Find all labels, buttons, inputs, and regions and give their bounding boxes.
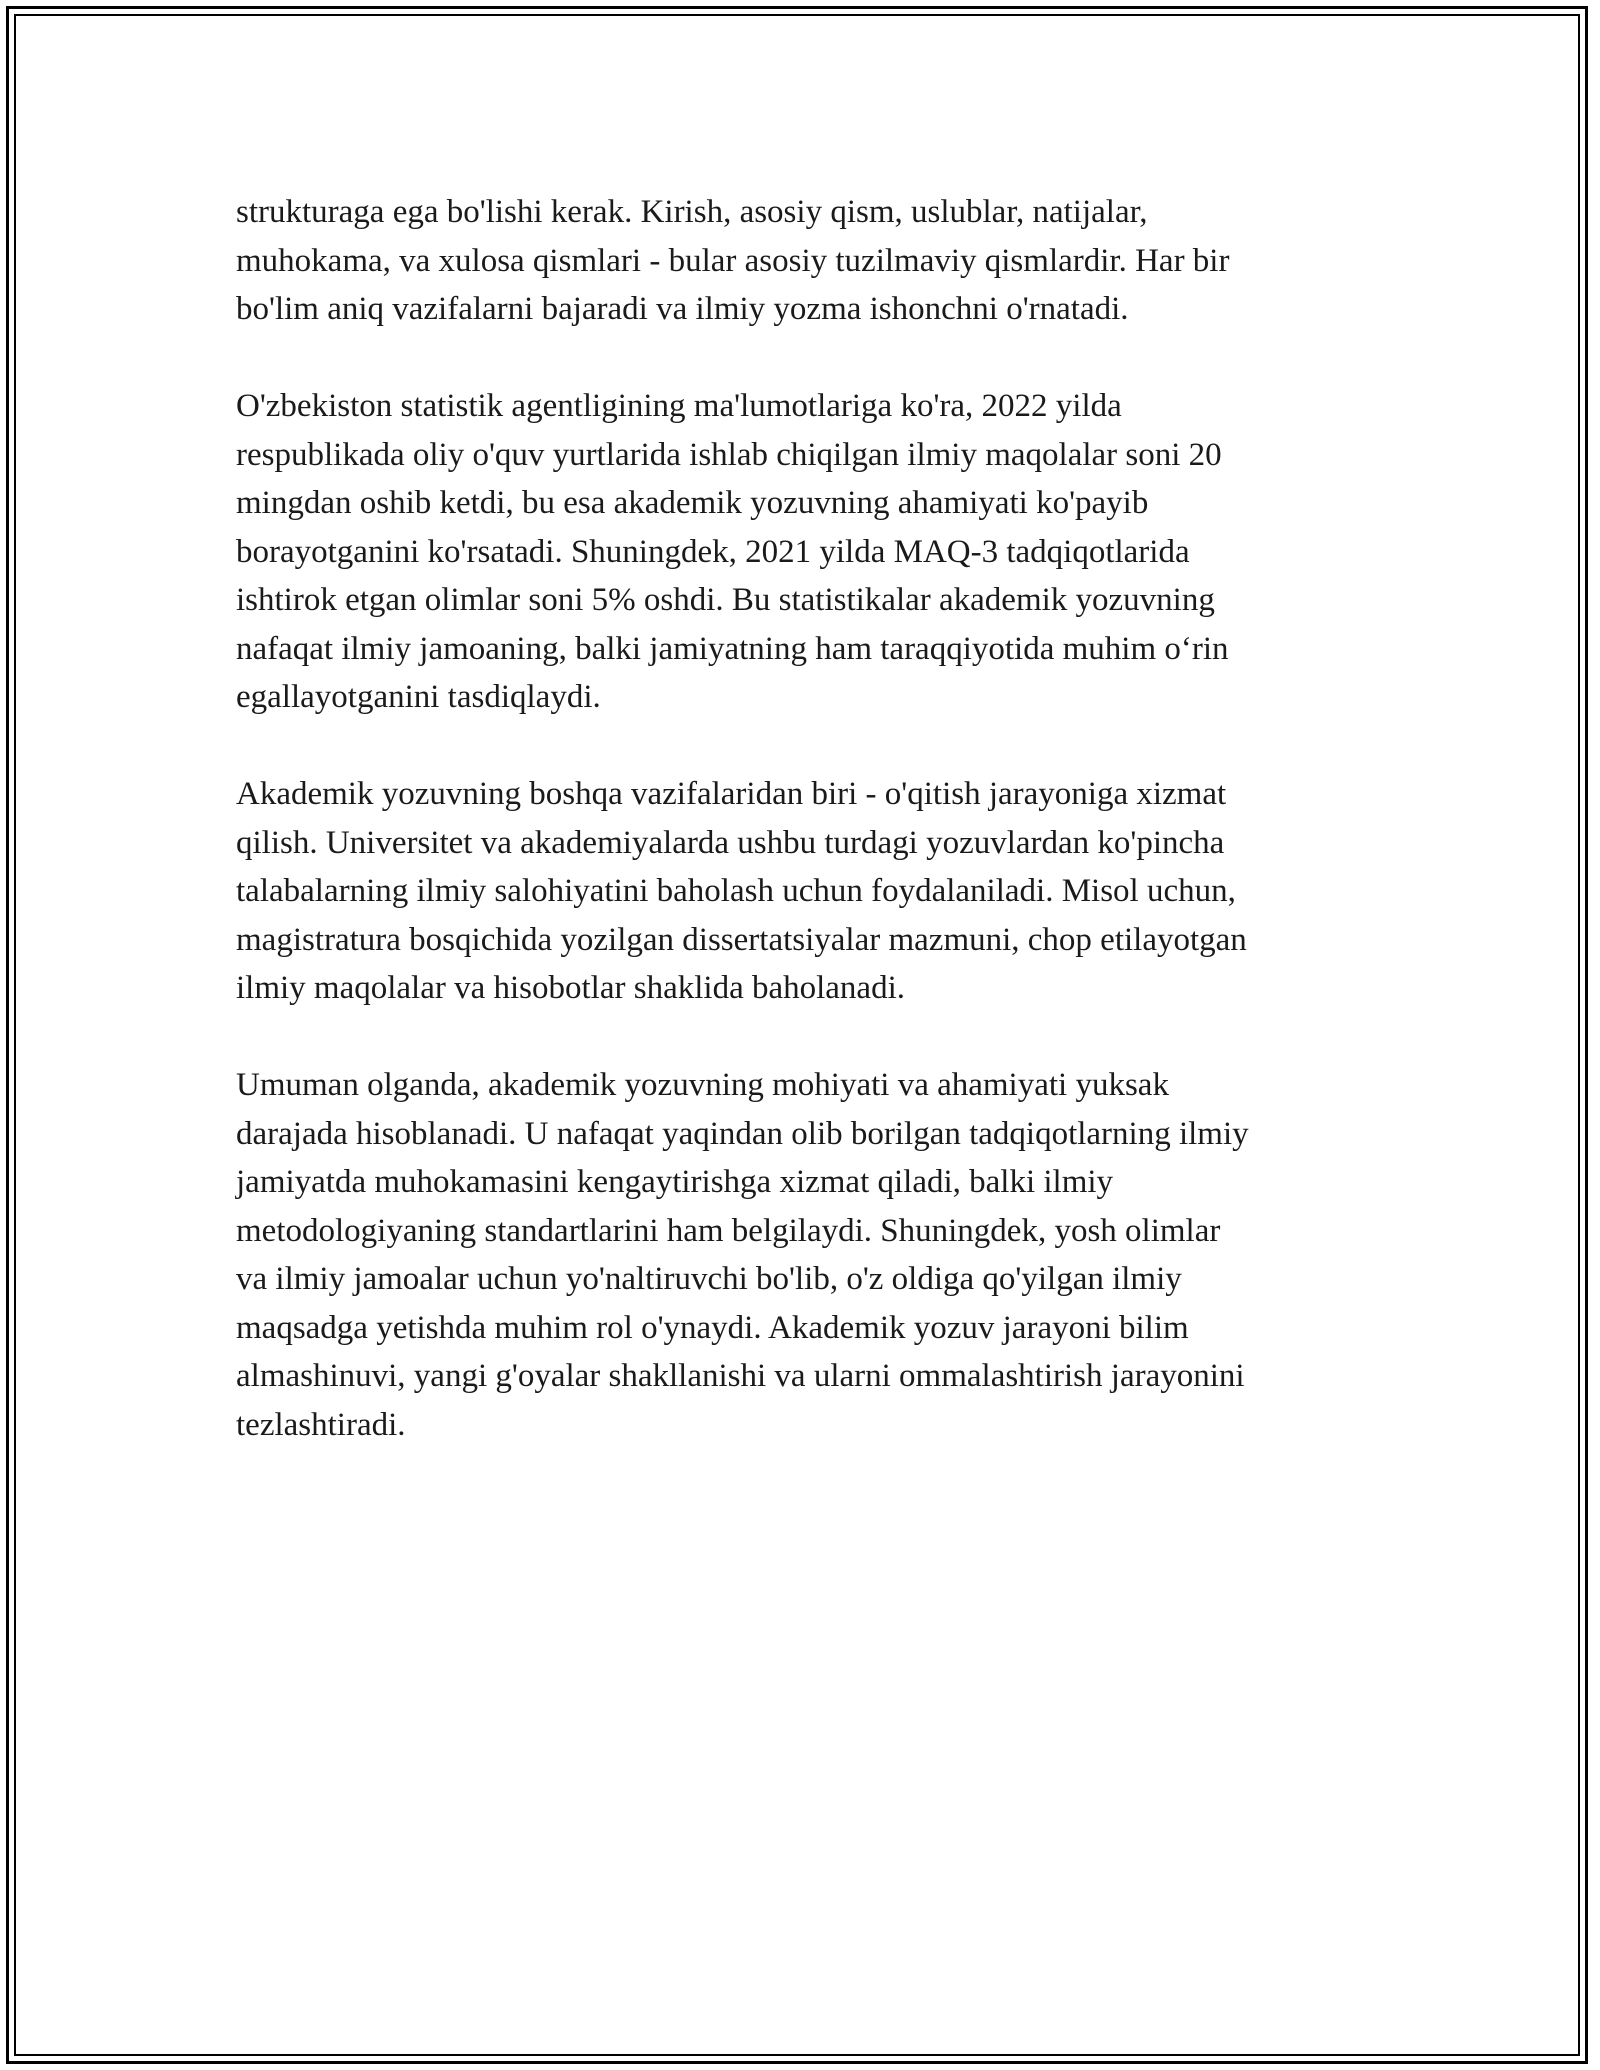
text-line: muhokama, va xulosa qismlari - bular asosiy tuzilmaviy qismlardir. Har bir <box>236 242 1230 279</box>
text-line: qilish. Universitet va akademiyalarda ushbu turdagi yozuvlardan ko'pincha <box>236 824 1225 861</box>
text-line: nafaqat ilmiy jamoaning, balki jamiyatning ham taraqqiyotida muhim o‘rin <box>236 630 1229 667</box>
text-line: borayotganini ko'rsatadi. Shuningdek, 2021 yilda MAQ-3 tadqiqotlarida <box>236 533 1190 570</box>
text-line: tezlashtiradi. <box>236 1406 406 1443</box>
text-line: jamiyatda muhokamasini kengaytirishga xizmat qiladi, balki ilmiy <box>236 1164 1114 1200</box>
text-line: talabalarning ilmiy salohiyatini baholash uchun foydalaniladi. Misol uchun, <box>236 873 1236 909</box>
text-line: bo'lim aniq vazifalarni bajaradi va ilmiy yozma ishonchni o'rnatadi. <box>236 291 1129 327</box>
text-line: O'zbekiston statistik agentligining ma'lumotlariga ko'ra, 2022 yilda <box>236 388 1122 424</box>
text-line: va ilmiy jamoalar uchun yo'naltiruvchi bo'lib, o'z oldiga qo'yilgan ilmiy <box>236 1261 1182 1297</box>
text-line: maqsadga yetishda muhim rol o'ynaydi. Akademik yozuv jarayoni bilim <box>236 1309 1189 1346</box>
text-line: darajada hisoblanadi. U nafaqat yaqindan olib borilgan tadqiqotlarning ilmiy <box>236 1115 1249 1152</box>
document-body <box>236 188 1366 1498</box>
text-line: ishtirok etgan olimlar soni 5% oshdi. Bu statistikalar akademik yozuvning <box>236 582 1215 618</box>
text-line: respublikada oliy o'quv yurtlarida ishlab chiqilgan ilmiy maqolalar soni 20 <box>236 436 1222 473</box>
text-line: egallayotganini tasdiqlaydi. <box>236 679 601 715</box>
paragraph-4 <box>236 1061 1366 1449</box>
text-line: magistratura bosqichida yozilgan dissertatsiyalar mazmuni, chop etilayotgan <box>236 921 1247 958</box>
text-line: strukturaga ega bo'lishi kerak. Kirish, asosiy qism, uslublar, natijalar, <box>236 194 1148 230</box>
text-line: mingdan oshib ketdi, bu esa akademik yozuvning ahamiyati ko'payib <box>236 485 1149 521</box>
text-line: ilmiy maqolalar va hisobotlar shaklida baholanadi. <box>236 970 905 1006</box>
text-line: metodologiyaning standartlarini ham belgilaydi. Shuningdek, yosh olimlar <box>236 1212 1221 1249</box>
text-line: Akademik yozuvning boshqa vazifalaridan biri - o'qitish jarayoniga xizmat <box>236 776 1227 812</box>
paragraph-1 <box>236 188 1366 334</box>
paragraph-3 <box>236 770 1366 1013</box>
text-line: Umuman olganda, akademik yozuvning mohiyati va ahamiyati yuksak <box>236 1067 1169 1103</box>
text-line: almashinuvi, yangi g'oyalar shakllanishi va ularni ommalashtirish jarayonini <box>236 1358 1245 1394</box>
paragraph-2 <box>236 382 1366 722</box>
